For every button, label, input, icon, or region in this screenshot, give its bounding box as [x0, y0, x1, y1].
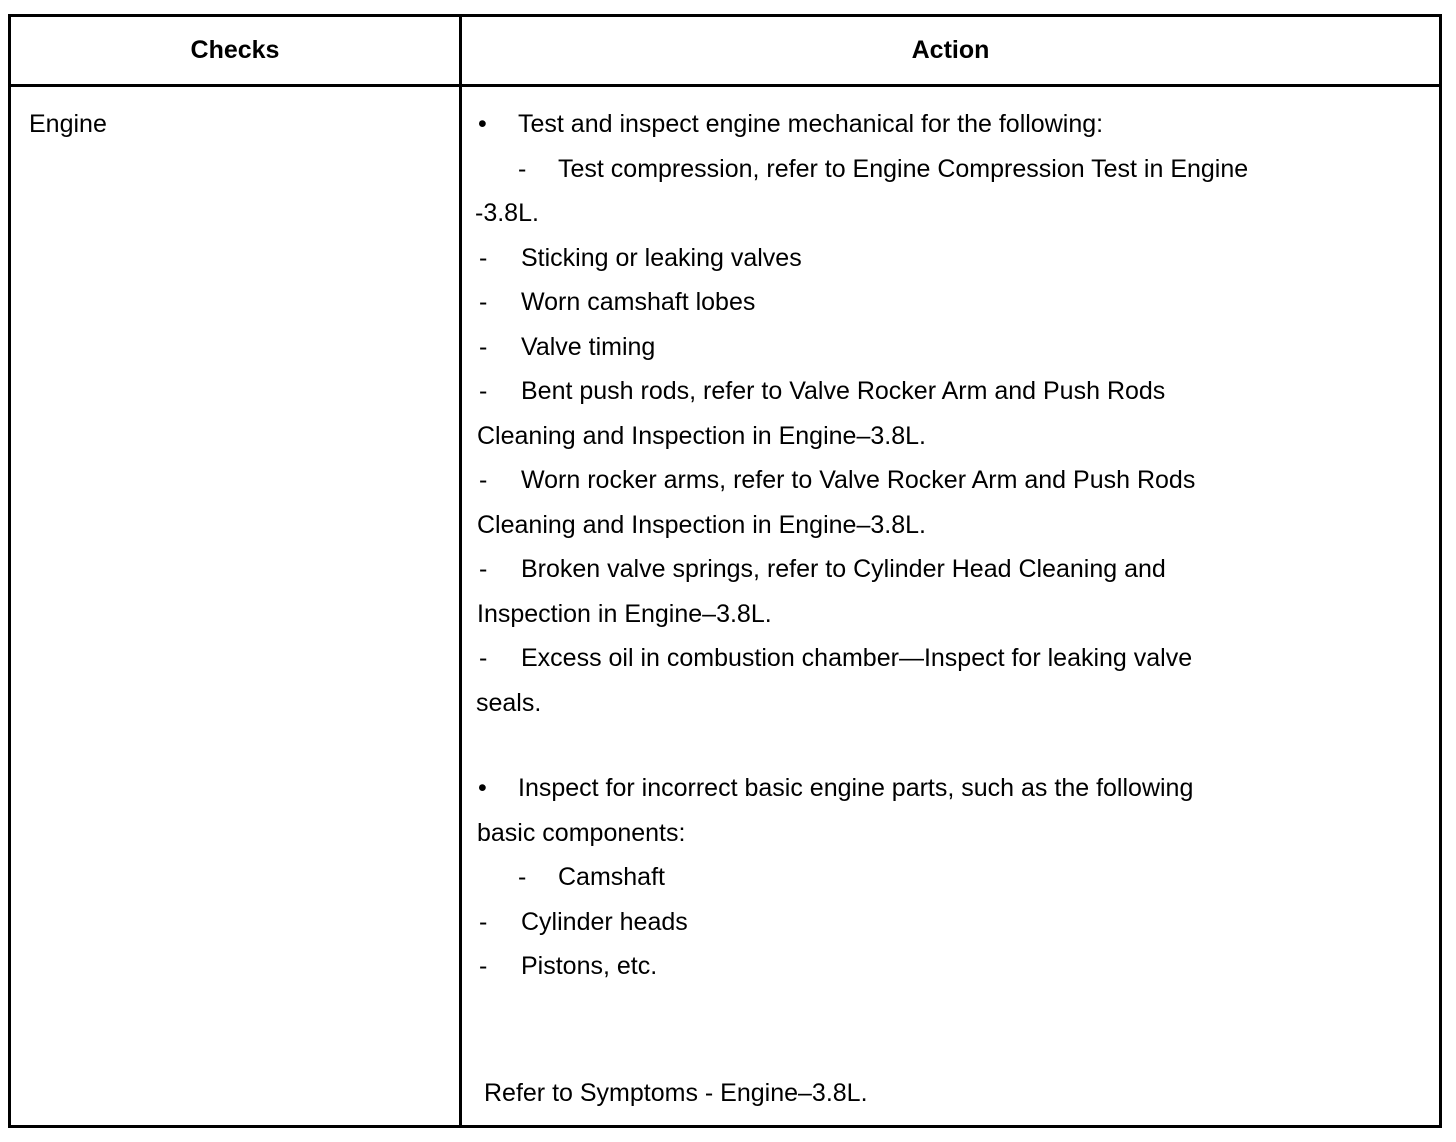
- action-text: Camshaft: [558, 863, 665, 891]
- action-line: [479, 951, 657, 981]
- dash-marker: -: [518, 155, 527, 183]
- action-text: Bent push rods, refer to Valve Rocker Arm and Push Rods: [521, 377, 1166, 405]
- action-text: Cylinder heads: [521, 908, 688, 936]
- action-line: [478, 773, 1193, 803]
- dash-marker: -: [479, 377, 488, 405]
- dash-marker: -: [479, 333, 488, 361]
- header-checks: Checks: [190, 36, 280, 64]
- action-text: seals.: [476, 689, 542, 717]
- action-line: [479, 643, 1192, 673]
- action-text: Cleaning and Inspection in Engine–3.8L.: [477, 422, 926, 450]
- check-engine-label: Engine: [29, 110, 107, 138]
- action-text: Test compression, refer to Engine Compression Test in Engine: [558, 155, 1249, 183]
- dash-marker: -: [479, 908, 488, 936]
- action-line: [479, 243, 802, 273]
- action-text: Test and inspect engine mechanical for the following:: [518, 110, 1104, 138]
- action-line: [479, 907, 688, 937]
- action-line: [476, 688, 541, 718]
- bullet-marker: •: [478, 110, 487, 138]
- action-text: Refer to Symptoms - Engine–3.8L.: [484, 1079, 868, 1107]
- dash-marker: -: [479, 644, 488, 672]
- action-line: [477, 818, 685, 848]
- bullet-marker: •: [478, 774, 487, 802]
- action-line: [479, 287, 755, 317]
- checks-action-table: [8, 14, 1442, 1128]
- action-line: [477, 599, 772, 629]
- action-text: Pistons, etc.: [521, 952, 658, 980]
- action-line: [478, 109, 1103, 139]
- action-line: [518, 862, 665, 892]
- action-line: [479, 554, 1166, 584]
- header-rule: [11, 84, 1439, 87]
- action-line: [479, 376, 1165, 406]
- dash-marker: -: [518, 863, 527, 891]
- action-line: [475, 198, 539, 228]
- action-text: Inspect for incorrect basic engine parts, such as the following: [518, 774, 1194, 802]
- action-text: Excess oil in combustion chamber—Inspect for leaking valve: [521, 644, 1193, 672]
- action-line: [518, 154, 1248, 184]
- action-text: Cleaning and Inspection in Engine–3.8L.: [477, 511, 926, 539]
- dash-marker: -: [479, 288, 488, 316]
- header-action: Action: [911, 36, 990, 64]
- action-text: Valve timing: [521, 333, 656, 361]
- dash-marker: -: [479, 555, 488, 583]
- dash-marker: -: [479, 952, 488, 980]
- action-line: [484, 1078, 868, 1108]
- action-text: -3.8L.: [475, 199, 539, 227]
- dash-marker: -: [479, 466, 488, 494]
- action-text: Sticking or leaking valves: [521, 244, 802, 272]
- action-line: [477, 510, 926, 540]
- action-line: [477, 421, 926, 451]
- action-line: [479, 465, 1195, 495]
- action-text: basic components:: [477, 819, 686, 847]
- action-text: Worn camshaft lobes: [521, 288, 756, 316]
- column-divider: [459, 17, 462, 1125]
- action-line: [479, 332, 655, 362]
- action-text: Worn rocker arms, refer to Valve Rocker Arm and Push Rods: [521, 466, 1196, 494]
- dash-marker: -: [479, 244, 488, 272]
- action-text: Broken valve springs, refer to Cylinder Head Cleaning and: [521, 555, 1166, 583]
- action-text: Inspection in Engine–3.8L.: [477, 600, 772, 628]
